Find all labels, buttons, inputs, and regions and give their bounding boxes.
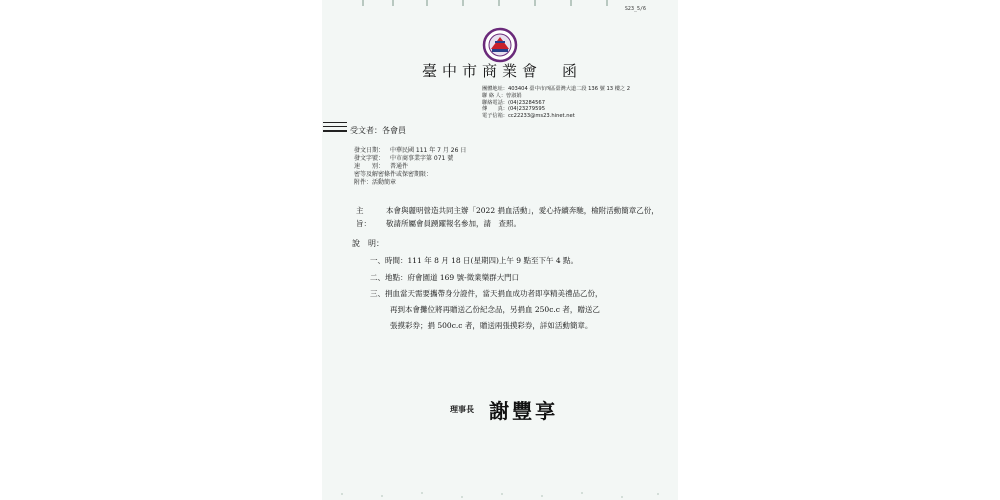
meta-label: 發文日期：: [354, 147, 385, 154]
explanation-label: 說 明：: [352, 239, 384, 248]
recipient: 受文者：各會員: [350, 126, 406, 135]
top-edge-mark: [362, 0, 364, 6]
subject-label: 主 旨：: [356, 206, 371, 228]
top-edge-mark: [498, 0, 500, 6]
meta-date: [354, 147, 466, 155]
meta-attachment: [354, 179, 466, 187]
meta-confidentiality: [354, 171, 466, 179]
top-edge-mark: [462, 0, 464, 6]
signatory-name: 謝豐享: [489, 399, 559, 423]
meta-label: 附件：: [354, 179, 373, 186]
explanation-list: [370, 252, 670, 334]
top-edge-mark: [426, 0, 428, 6]
top-edge-mark: [392, 0, 394, 6]
meta-value: 活動簡章: [372, 179, 397, 186]
signatory-role: 理事長: [450, 404, 474, 414]
organization-title: 臺中市商業會 函: [421, 62, 582, 80]
meta-label: 速 別：: [354, 163, 385, 170]
contact-fax: 傳 真：(04)23279595: [482, 106, 545, 113]
meta-label: 密等及解密條件或保密期限：: [354, 171, 433, 178]
meta-value: 中市商事業字第 071 號: [390, 155, 454, 162]
contact-phone: 聯絡電話：(04)23284567: [482, 99, 545, 106]
contact-email: 電子信箱：cc22233@ms23.hinet.net: [482, 113, 575, 120]
meta-value: 普通件: [390, 163, 409, 170]
subject-text: 本會與麗明營造共同主辦「2022 捐血活動」，愛心持續奔馳，檢附活動簡章乙份，敬請所屬會員踴躍報名參加，請 查照。: [386, 206, 659, 228]
fold-marks: [323, 122, 347, 135]
contact-block: [482, 86, 630, 120]
page-code: S23_5/6: [624, 6, 646, 12]
explanation-item: 二、地點：府會園道 169 號-徵業樂群大門口: [370, 273, 520, 282]
association-logo: [482, 27, 518, 63]
meta-number: [354, 155, 466, 163]
top-edge-mark: [606, 0, 608, 6]
explanation-item: 三、捐血當天需要攜帶身分證件，當天捐血成功者即享精美禮品乙份，: [370, 289, 603, 298]
explanation-item-continuation: 再到本會攤位將再贈送乙份紀念品，另捐血 250c.c 者，贈送乙: [390, 305, 600, 314]
top-edge-mark: [534, 0, 536, 6]
top-edge-mark: [570, 0, 572, 6]
scanner-edge-pattern: [322, 476, 678, 500]
signature-block: [450, 395, 558, 424]
contact-person: 聯 絡 人：曾淑娟: [482, 92, 522, 99]
explanation-item: 一、時間：111 年 8 月 18 日(星期四)上午 9 點至下午 4 點。: [370, 256, 578, 265]
document-page: [322, 0, 678, 500]
meta-value: 中華民國 111 年 7 月 26 日: [390, 147, 467, 154]
explanation-item-continuation: 張摸彩券；捐 500c.c 者，贈送兩張摸彩券，詳如活動簡章。: [390, 321, 593, 330]
contact-address: 團體地址：403404 臺中市西區臺灣大道二段 136 號 13 樓之 2: [482, 86, 631, 92]
meta-label: 發文字號：: [354, 155, 385, 162]
subject-section: [356, 204, 666, 230]
document-meta: [354, 147, 466, 187]
meta-speed: [354, 163, 466, 171]
